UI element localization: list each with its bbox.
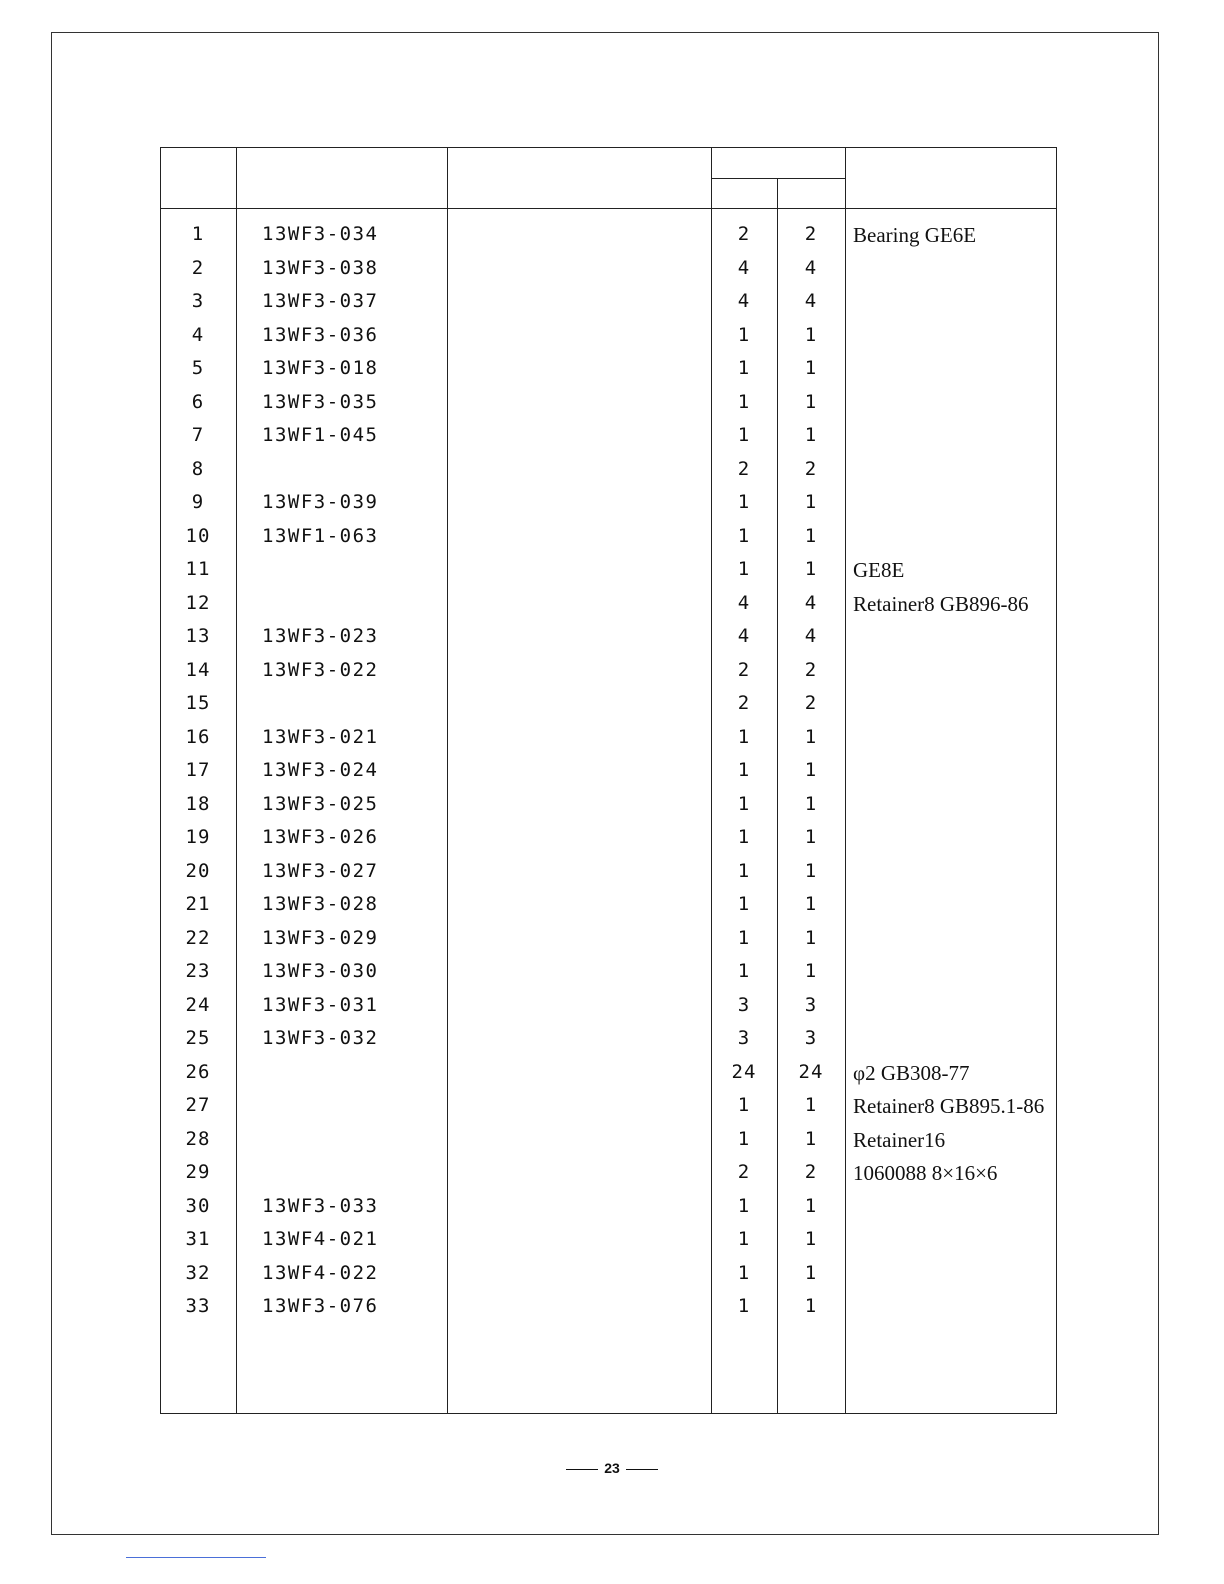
cell-qty-b: 1 (804, 893, 818, 915)
cell-item-no: 29 (185, 1161, 211, 1183)
cell-qty-a: 2 (737, 692, 751, 714)
cell-item-no: 9 (191, 491, 205, 513)
cell-qty-a: 4 (737, 625, 751, 647)
cell-remark: Retainer8 GB895.1-86 (853, 1094, 1045, 1118)
table-row (160, 654, 1056, 688)
page-number: 23 (604, 1460, 620, 1476)
table-row (160, 419, 1056, 453)
cell-qty-b: 24 (798, 1060, 824, 1083)
cell-qty-b: 1 (804, 1261, 818, 1284)
cell-part-code: 13WF3-032 (262, 1027, 379, 1049)
cell-qty-a: 1 (737, 1228, 751, 1250)
cell-item-no: 30 (185, 1194, 211, 1217)
cell-qty-b: 1 (804, 524, 818, 547)
table-row (160, 721, 1056, 755)
cell-item-no: 13 (185, 625, 211, 647)
cell-item-no: 4 (191, 323, 205, 346)
cell-qty-a: 2 (737, 457, 751, 480)
cell-qty-a: 4 (737, 290, 751, 312)
cell-item-no: 23 (185, 960, 211, 982)
cell-item-no: 5 (191, 357, 205, 379)
table-header-divider (711, 178, 845, 179)
cell-part-code: 13WF3-038 (262, 256, 379, 279)
cell-qty-b: 1 (804, 1094, 818, 1116)
cell-qty-a: 1 (737, 1261, 751, 1284)
cell-item-no: 1 (191, 223, 205, 245)
cell-item-no: 3 (191, 290, 205, 312)
cell-item-no: 26 (185, 1060, 211, 1083)
page-footer (0, 1460, 1224, 1476)
cell-item-no: 28 (185, 1127, 211, 1150)
table-row (160, 285, 1056, 319)
cell-part-code: 13WF1-045 (262, 424, 379, 446)
cell-item-no: 32 (185, 1261, 211, 1284)
table-row (160, 1056, 1056, 1090)
cell-item-no: 11 (185, 558, 211, 580)
cell-remark: Bearing GE6E (853, 223, 977, 247)
table-row (160, 553, 1056, 587)
table-row (160, 218, 1056, 252)
cell-qty-a: 1 (737, 759, 751, 781)
cell-part-code: 13WF3-029 (262, 926, 379, 949)
footer-dash-right (626, 1469, 658, 1470)
cell-qty-a: 1 (737, 491, 751, 513)
cell-item-no: 25 (185, 1027, 211, 1049)
cell-qty-b: 1 (804, 1127, 818, 1150)
cell-qty-a: 1 (737, 725, 751, 748)
table-row (160, 486, 1056, 520)
cell-item-no: 20 (185, 859, 211, 882)
cell-qty-b: 2 (804, 1161, 818, 1183)
cell-part-code: 13WF3-039 (262, 491, 379, 513)
cell-item-no: 19 (185, 826, 211, 848)
cell-item-no: 12 (185, 591, 211, 614)
cell-qty-b: 1 (804, 491, 818, 513)
cell-qty-b: 1 (804, 926, 818, 949)
cell-qty-b: 1 (804, 1194, 818, 1217)
cell-qty-b: 3 (804, 1027, 818, 1049)
cell-item-no: 22 (185, 926, 211, 949)
table-row (160, 989, 1056, 1023)
cell-item-no: 10 (185, 524, 211, 547)
cell-item-no: 7 (191, 424, 205, 446)
cell-part-code: 13WF3-033 (262, 1194, 379, 1217)
cell-qty-b: 1 (804, 424, 818, 446)
table-row (160, 587, 1056, 621)
cell-qty-b: 2 (804, 692, 818, 714)
cell-item-no: 17 (185, 759, 211, 781)
cell-item-no: 24 (185, 993, 211, 1016)
cell-qty-b: 2 (804, 658, 818, 681)
table-row (160, 386, 1056, 420)
cell-qty-a: 1 (737, 357, 751, 379)
cell-part-code: 13WF3-034 (262, 223, 379, 245)
cell-qty-b: 4 (804, 591, 818, 614)
cell-qty-b: 2 (804, 457, 818, 480)
table-row (160, 1290, 1056, 1324)
cell-item-no: 2 (191, 256, 205, 279)
cell-qty-a: 2 (737, 658, 751, 681)
cell-remark: Retainer8 GB896-86 (853, 591, 1029, 616)
cell-qty-b: 1 (804, 859, 818, 882)
cell-qty-a: 1 (737, 926, 751, 949)
cell-qty-a: 1 (737, 1127, 751, 1150)
cell-item-no: 33 (185, 1295, 211, 1317)
table-row (160, 754, 1056, 788)
cell-qty-a: 1 (737, 1295, 751, 1317)
cell-item-no: 16 (185, 725, 211, 748)
cell-qty-a: 3 (737, 993, 751, 1016)
table-row (160, 1089, 1056, 1123)
cell-part-code: 13WF3-018 (262, 357, 379, 379)
cell-item-no: 14 (185, 658, 211, 681)
table-row (160, 922, 1056, 956)
table-row (160, 888, 1056, 922)
cell-item-no: 18 (185, 792, 211, 815)
table-row (160, 855, 1056, 889)
cell-part-code: 13WF3-036 (262, 323, 379, 346)
cell-qty-b: 1 (804, 960, 818, 982)
table-row (160, 620, 1056, 654)
cell-qty-b: 1 (804, 323, 818, 346)
cell-qty-b: 4 (804, 256, 818, 279)
cell-part-code: 13WF3-021 (262, 725, 379, 748)
table-row (160, 520, 1056, 554)
table-row (160, 352, 1056, 386)
cell-qty-b: 1 (804, 792, 818, 815)
cell-qty-a: 1 (737, 323, 751, 346)
cell-part-code: 13WF3-076 (262, 1295, 379, 1317)
table-row (160, 1156, 1056, 1190)
cell-part-code: 13WF3-023 (262, 625, 379, 647)
cell-qty-a: 1 (737, 1094, 751, 1116)
cell-part-code: 13WF1-063 (262, 524, 379, 547)
table-row (160, 1257, 1056, 1291)
bottom-link-line (126, 1557, 266, 1558)
cell-qty-a: 4 (737, 591, 751, 614)
cell-part-code: 13WF3-028 (262, 893, 379, 915)
table-row (160, 319, 1056, 353)
cell-qty-a: 2 (737, 223, 751, 245)
cell-remark: φ2 GB308-77 (853, 1060, 970, 1085)
cell-part-code: 13WF3-035 (262, 390, 379, 413)
cell-part-code: 13WF3-030 (262, 960, 379, 982)
cell-part-code: 13WF3-024 (262, 759, 379, 781)
cell-qty-a: 1 (737, 1194, 751, 1217)
cell-part-code: 13WF4-021 (262, 1228, 379, 1250)
cell-remark: Retainer16 (853, 1127, 946, 1152)
cell-qty-a: 1 (737, 826, 751, 848)
cell-item-no: 15 (185, 692, 211, 714)
cell-qty-a: 2 (737, 1161, 751, 1183)
cell-remark: 1060088 8×16×6 (853, 1161, 998, 1185)
cell-item-no: 6 (191, 390, 205, 413)
cell-qty-b: 3 (804, 993, 818, 1016)
cell-part-code: 13WF4-022 (262, 1261, 379, 1284)
table-row (160, 453, 1056, 487)
table-row (160, 788, 1056, 822)
cell-qty-b: 1 (804, 357, 818, 379)
cell-qty-b: 1 (804, 759, 818, 781)
table-row (160, 821, 1056, 855)
table-row (160, 955, 1056, 989)
cell-item-no: 27 (185, 1094, 211, 1116)
table-row (160, 1022, 1056, 1056)
cell-part-code: 13WF3-025 (262, 792, 379, 815)
cell-qty-a: 1 (737, 792, 751, 815)
cell-qty-b: 4 (804, 625, 818, 647)
cell-part-code: 13WF3-031 (262, 993, 379, 1016)
cell-qty-a: 1 (737, 893, 751, 915)
cell-qty-b: 2 (804, 223, 818, 245)
cell-qty-a: 1 (737, 558, 751, 580)
cell-qty-a: 4 (737, 256, 751, 279)
cell-item-no: 8 (191, 457, 205, 480)
cell-part-code: 13WF3-022 (262, 658, 379, 681)
cell-qty-a: 1 (737, 524, 751, 547)
cell-qty-b: 4 (804, 290, 818, 312)
cell-qty-b: 1 (804, 558, 818, 580)
cell-qty-a: 24 (731, 1060, 757, 1083)
cell-qty-a: 1 (737, 424, 751, 446)
cell-part-code: 13WF3-026 (262, 826, 379, 848)
cell-qty-a: 1 (737, 859, 751, 882)
footer-dash-left (566, 1469, 598, 1470)
table-header-bottom (160, 208, 1057, 209)
cell-part-code: 13WF3-027 (262, 859, 379, 882)
cell-qty-b: 1 (804, 826, 818, 848)
cell-item-no: 31 (185, 1228, 211, 1250)
cell-part-code: 13WF3-037 (262, 290, 379, 312)
cell-qty-a: 1 (737, 960, 751, 982)
table-body (160, 218, 1056, 1324)
table-row (160, 1190, 1056, 1224)
cell-qty-b: 1 (804, 1295, 818, 1317)
table-row (160, 252, 1056, 286)
cell-qty-b: 1 (804, 1228, 818, 1250)
cell-remark: GE8E (853, 558, 905, 582)
cell-qty-a: 1 (737, 390, 751, 413)
table-row (160, 687, 1056, 721)
cell-qty-a: 3 (737, 1027, 751, 1049)
table-row (160, 1123, 1056, 1157)
cell-qty-b: 1 (804, 390, 818, 413)
table-row (160, 1223, 1056, 1257)
cell-qty-b: 1 (804, 725, 818, 748)
cell-item-no: 21 (185, 893, 211, 915)
